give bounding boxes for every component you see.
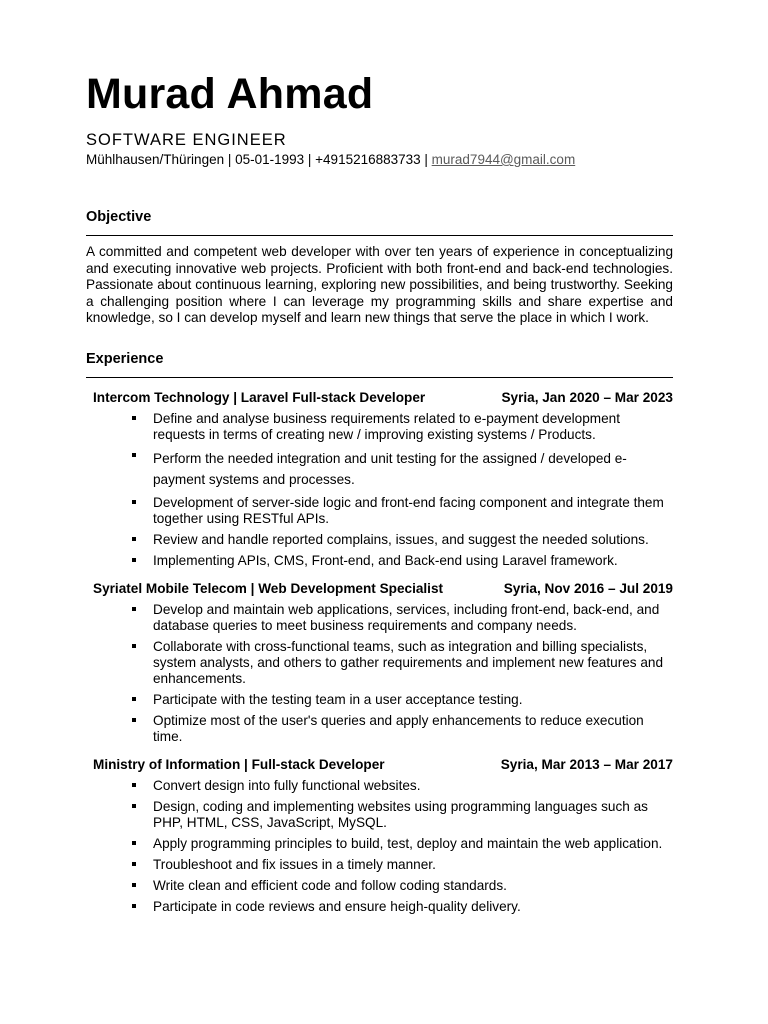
duty-list <box>86 411 673 569</box>
job-title-company: Intercom Technology | Laravel Full-stack Developer <box>93 389 426 405</box>
job-entry <box>86 756 673 915</box>
job-entry <box>86 580 673 745</box>
job-entry <box>86 389 673 569</box>
contact-details: Mühlhausen/Thüringen | 05-01-1993 | +4915216883733 | <box>86 152 432 167</box>
objective-heading: Objective <box>86 208 673 236</box>
duty-list <box>86 778 673 915</box>
duty-item: Convert design into fully functional websites. <box>153 778 673 794</box>
duty-list <box>86 602 673 745</box>
duty-item: Participate with the testing team in a user acceptance testing. <box>153 692 673 708</box>
duty-item: Optimize most of the user's queries and apply enhancements to reduce execution time. <box>153 713 673 745</box>
job-title-company: Ministry of Information | Full-stack Developer <box>93 756 385 772</box>
duty-item: Develop and maintain web applications, services, including front-end, back-end, and database queries to meet business requirements and company needs. <box>153 602 673 634</box>
experience-heading: Experience <box>86 350 673 378</box>
duty-item: Design, coding and implementing websites using programming languages such as PHP, HTML, CSS, JavaScript, MySQL. <box>153 799 673 831</box>
job-header <box>86 580 673 597</box>
job-location-dates: Syria, Nov 2016 – Jul 2019 <box>503 580 673 596</box>
duty-item: Collaborate with cross-functional teams, such as integration and billing specialists, system analysts, and others to gather requirements and implement new features and enhancements. <box>153 639 673 687</box>
duty-item: Define and analyse business requirements related to e-payment development requests in terms of creating new / improving existing systems / Products. <box>153 411 673 443</box>
duty-item: Perform the needed integration and unit testing for the assigned / developed e-payment systems and processes. <box>153 448 673 490</box>
job-location-dates: Syria, Mar 2013 – Mar 2017 <box>500 756 673 772</box>
duty-item: Participate in code reviews and ensure heigh-quality delivery. <box>153 899 673 915</box>
duty-item: Development of server-side logic and front-end facing component and integrate them together using RESTful APIs. <box>153 495 673 527</box>
duty-item: Review and handle reported complains, issues, and suggest the needed solutions. <box>153 532 673 548</box>
candidate-name: Murad Ahmad <box>86 70 374 118</box>
job-title: SOFTWARE ENGINEER <box>86 131 287 149</box>
job-header <box>86 389 673 406</box>
duty-item: Write clean and efficient code and follow coding standards. <box>153 878 673 894</box>
duty-item: Troubleshoot and fix issues in a timely manner. <box>153 857 673 873</box>
job-header <box>86 756 673 773</box>
duty-item: Apply programming principles to build, test, deploy and maintain the web application. <box>153 836 673 852</box>
email-link[interactable]: murad7944@gmail.com <box>431 152 576 167</box>
objective-text: A committed and competent web developer with over ten years of experience in conceptualizing and executing innovative web projects. Proficient with both front-end and back-end technologies. Passionate about continuous learning, exploring new possibilities, and being trustworthy. Seeking a challenging position where I can leverage my programming skills and share expertise and knowledge, so I can develop myself and learn new things that serve the place in which I work. <box>86 244 673 325</box>
duty-item: Implementing APIs, CMS, Front-end, and Back-end using Laravel framework. <box>153 553 673 569</box>
contact-line <box>86 151 673 168</box>
job-location-dates: Syria, Jan 2020 – Mar 2023 <box>501 389 673 405</box>
job-title-company: Syriatel Mobile Telecom | Web Development Specialist <box>93 580 444 596</box>
